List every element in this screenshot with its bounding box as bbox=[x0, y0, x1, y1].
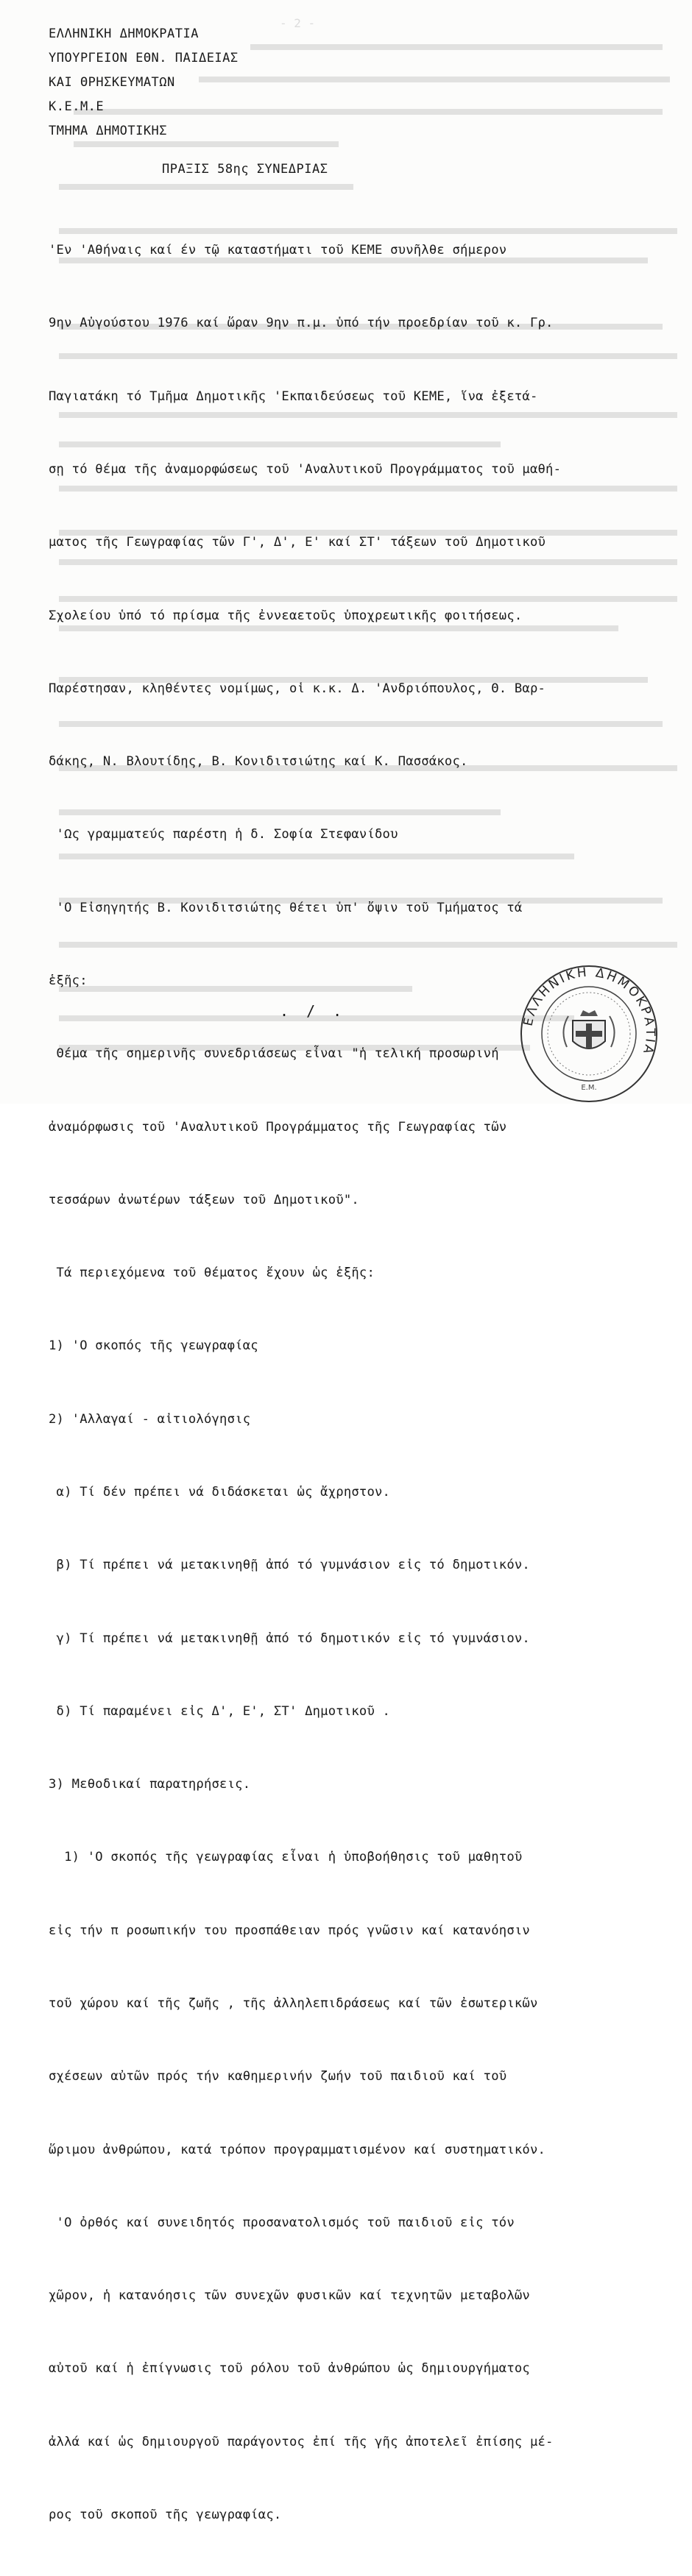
body-line: σῃ τό θέμα τῆς ἀναμορφώσεως τοῦ 'Αναλυτικοῦ Προγράμματος τοῦ μαθή- bbox=[49, 462, 562, 478]
body-line: 1) 'Ο σκοπός τῆς γεωγραφίας εἶναι ἡ ὑποβοήθησις τοῦ μαθητοῦ bbox=[49, 1850, 523, 1865]
body-line: Τά περιεχόμενα τοῦ θέματος ἔχουν ὡς ἑξῆς: bbox=[49, 1266, 375, 1281]
body-line: δάκης, Ν. Βλουτίδης, Β. Κονιδιτσιώτης καί Κ. Πασσάκος. bbox=[49, 754, 468, 770]
page-number: - 2 - bbox=[280, 16, 316, 30]
body-line: 3) Μεθοδικαί παρατηρήσεις. bbox=[49, 1777, 251, 1792]
header-line: ΥΠΟΥΡΓΕΙΟΝ ΕΘΝ. ΠΑΙΔΕΙΑΣ bbox=[49, 51, 239, 65]
body-line: σχέσεων αὐτῶν πρός τήν καθημερινήν ζωήν τοῦ παιδιοῦ καί τοῦ bbox=[49, 2069, 507, 2084]
header-line: ΤΜΗΜΑ ΔΗΜΟΤΙΚΗΣ bbox=[49, 124, 168, 138]
body-line: αὐτοῦ καί ἡ ἐπίγνωσις τοῦ ρόλου τοῦ ἀνθρώπου ὡς δημιουργήματος bbox=[49, 2361, 530, 2377]
body-line: ἀλλά καί ὡς δημιουργοῦ παράγοντος ἐπί τῆς γῆς ἀποτελεῖ ἐπίσης μέ- bbox=[49, 2434, 554, 2449]
body-line: Σχολείου ὑπό τό πρίσμα τῆς ἐννεαετοῦς ὑποχρεωτικῆς φοιτήσεως. bbox=[49, 608, 523, 623]
body-line: τοῦ χώρου καί τῆς ζωῆς , τῆς ἀλληλεπιδράσεως καί τῶν ἐσωτερικῶν bbox=[49, 1995, 538, 2011]
body-line: α) Τί δέν πρέπει νά διδάσκεται ὡς ἄχρηστον. bbox=[49, 1484, 391, 1500]
document-title: ΠΡΑΞΙΣ 58ης ΣΥΝΕΔΡΙΑΣ bbox=[162, 162, 328, 177]
svg-text:Ε.Μ.: Ε.Μ. bbox=[581, 1084, 597, 1092]
body-line: 'Ως γραμματεύς παρέστη ἡ δ. Σοφία Στεφανίδου bbox=[49, 827, 398, 842]
body-line: 'Ο Εἰσηγητής Β. Κονιδιτσιώτης θέτει ὑπ' ὄψιν τοῦ Τμήματος τά bbox=[49, 900, 523, 915]
body-line: χῶρον, ἡ κατανόησις τῶν συνεχῶν φυσικῶν καί τεχνητῶν μεταβολῶν bbox=[49, 2288, 530, 2304]
body-line: εἰς τήν π ροσωπικήν του προσπάθειαν πρός γνῶσιν καί κατανόησιν bbox=[49, 1923, 530, 1938]
document-body bbox=[49, 190, 689, 2576]
header-line: ΚΑΙ ΘΡΗΣΚΕΥΜΑΤΩΝ bbox=[49, 75, 175, 90]
body-line: Θέμα τῆς σημερινῆς συνεδριάσεως εἶναι "ἡ τελική προσωρινή bbox=[49, 1046, 499, 1062]
header-line: ΕΛΛΗΝΙΚΗ ΔΗΜΟΚΡΑΤΙΑ bbox=[49, 26, 199, 41]
continuation-mark: . / . bbox=[280, 1002, 347, 1020]
body-line: ματος τῆς Γεωγραφίας τῶν Γ', Δ', Ε' καί ΣΤ' τάξεων τοῦ Δημοτικοῦ bbox=[49, 535, 546, 550]
body-line: ρος τοῦ σκοποῦ τῆς γεωγραφίας. bbox=[49, 2507, 282, 2522]
seal-legend: ΕΛΛΗΝΙΚΗ ΔΗΜΟΚΡΑΤΙΑ bbox=[520, 965, 658, 1058]
body-line: γ) Τί πρέπει νά μετακινηθῇ ἀπό τό δημοτικόν εἰς τό γυμνάσιον. bbox=[49, 1631, 530, 1646]
body-line: ὥριμου ἀνθρώπου, κατά τρόπον προγραμματισμένον καί συστηματικόν. bbox=[49, 2142, 546, 2157]
body-line: τεσσάρων ἀνωτέρων τάξεων τοῦ Δημοτικοῦ". bbox=[49, 1192, 359, 1207]
body-line: 1) 'Ο σκοπός τῆς γεωγραφίας bbox=[49, 1338, 258, 1354]
body-line: 9ην Αὐγούστου 1976 καί ὥραν 9ην π.μ. ὑπό τήν προεδρίαν τοῦ κ. Γρ. bbox=[49, 316, 554, 331]
body-line: Παγιατάκη τό Τμῆμα Δημοτικῆς 'Εκπαιδεύσεως τοῦ ΚΕΜΕ, ἵνα ἐξετά- bbox=[49, 388, 538, 404]
document-header bbox=[49, 22, 239, 143]
body-line: ἀναμόρφωσις τοῦ 'Αναλυτικοῦ Προγράμματος τῆς Γεωγραφίας τῶν bbox=[49, 1119, 507, 1135]
body-line: β) Τί πρέπει νά μετακινηθῇ ἀπό τό γυμνάσιον εἰς τό δημοτικόν. bbox=[49, 1558, 530, 1573]
body-line: δ) Τί παραμένει εἰς Δ', Ε', ΣΤ' Δημοτικοῦ . bbox=[49, 1703, 391, 1719]
header-line: Κ.Ε.Μ.Ε bbox=[49, 99, 105, 114]
coat-of-arms-icon bbox=[563, 1010, 614, 1049]
body-line: 'Ο ὀρθός καί συνειδητός προσανατολισμός τοῦ παιδιοῦ εἰς τόν bbox=[49, 2215, 515, 2230]
body-line: 2) 'Αλλαγαί - αἰτιολόγησις bbox=[49, 1411, 251, 1427]
body-line: Παρέστησαν, κληθέντες νομίμως, οἱ κ.κ. Δ. 'Ανδριόπουλος, Θ. Βαρ- bbox=[49, 681, 546, 696]
body-line: 'Εν 'Αθήναις καί έν τῷ καταστήματι τοῦ ΚΕΜΕ συνῆλθε σήμερον bbox=[49, 243, 507, 258]
body-line: ἑξῆς: bbox=[49, 973, 88, 988]
official-seal-stamp bbox=[515, 960, 663, 1104]
